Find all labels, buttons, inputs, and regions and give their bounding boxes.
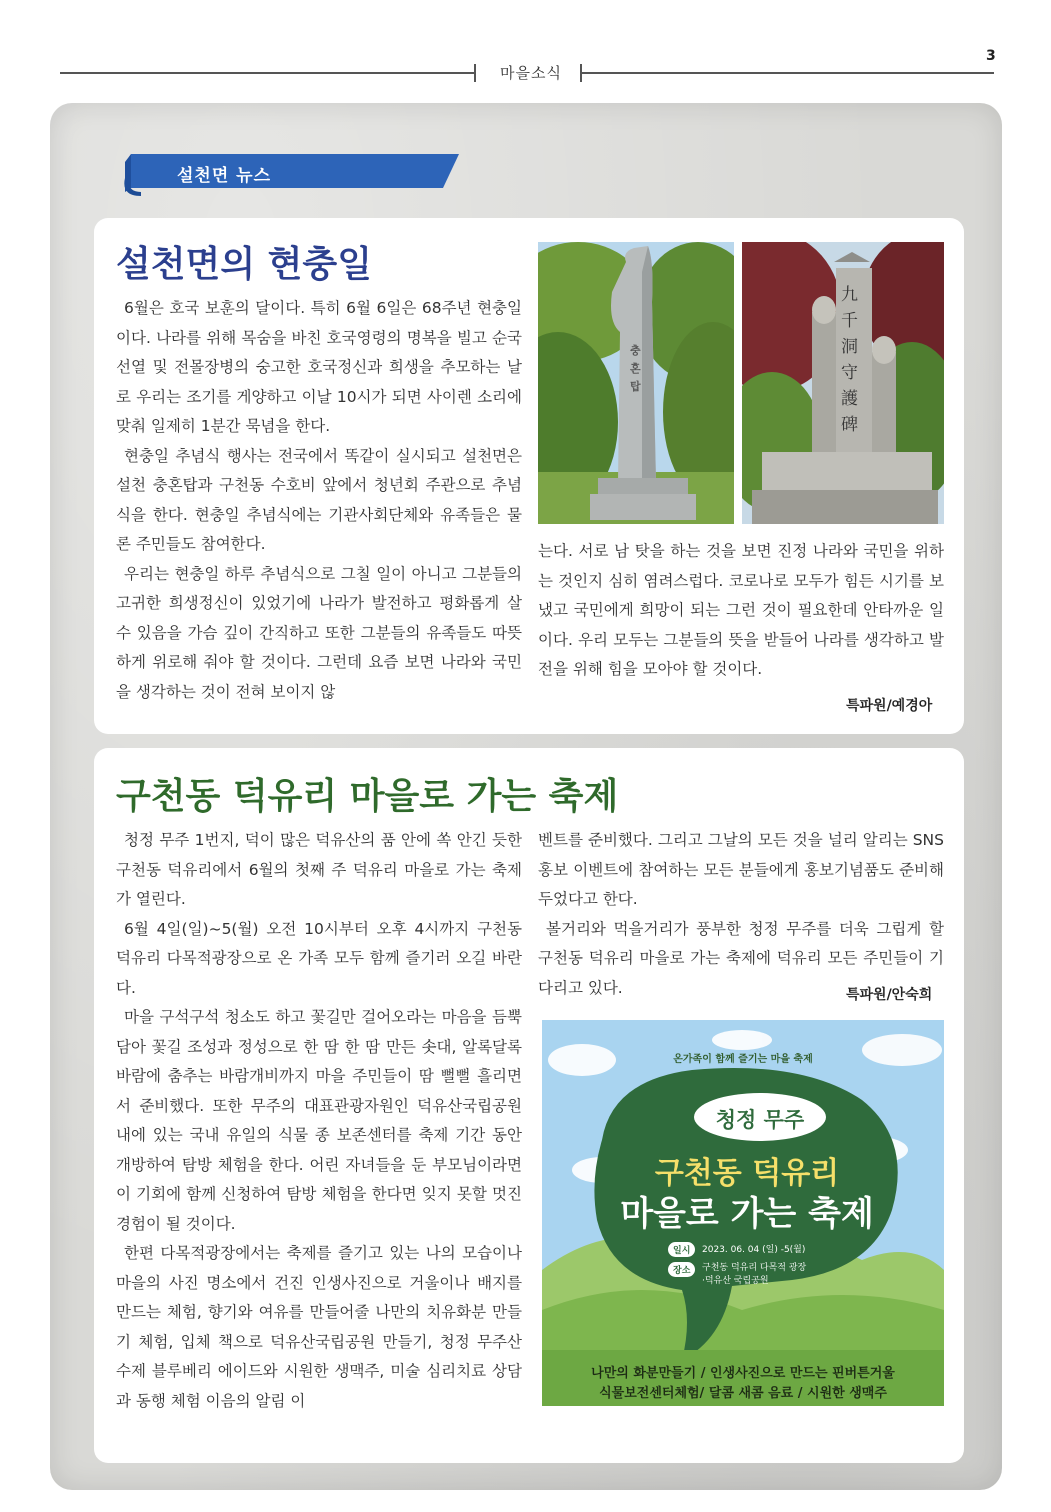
article2-paragraph-1: 청정 무주 1번지, 덕이 많은 덕유산의 품 안에 쏙 안긴 듯한 구천동 덕유리에서 6월의 첫째 주 덕유리 마을로 가는 축제가 열린다. [116, 831, 522, 908]
poster-date-label: 일시 [668, 1242, 695, 1257]
header-rule-right [582, 72, 994, 74]
guard-monument-photo [742, 242, 944, 524]
page-number: 3 [986, 48, 996, 64]
section-badge [121, 152, 459, 196]
poster-date-value: 2023. 06. 04 (일) -5(월) [702, 1245, 806, 1255]
article1-paragraph-2: 현충일 추념식 행사는 전국에서 똑같이 실시되고 설천면은 설천 충혼탑과 구천동 수호비 앞에서 청년회 주관으로 추념식을 한다. 현충일 추념식에는 기관사회단체와 유족들은 물론 주민들도 참여한다. [116, 446, 522, 553]
article1-paragraph-1: 6월은 호국 보훈의 달이다. 특히 6월 6일은 68주년 현충일이다. 나라를 위해 목숨을 바친 호국영령의 명복을 빌고 순국선열 및 전몰장병의 숭고한 호국정신과 희생을 추모하는 날로 우리는 조기를 게양하고 이날 10시가 되면 사이렌 소리에 맞춰 일제히 1분간 묵념을 한다. [116, 299, 522, 435]
poster-place-label: 장소 [668, 1262, 695, 1277]
article1-right-column [538, 537, 944, 685]
article1-byline: 특파원/예경아 [846, 698, 933, 714]
poster-tagline: 온가족이 함께 즐기는 마을 축제 [673, 1054, 813, 1065]
section-header-title: 마을소식 [500, 64, 562, 82]
article2-paragraph-2: 6월 4일(일)~5(월) 오전 10시부터 오후 4시까지 구천동 덕유리 다목적광장으로 온 가족 모두 함께 즐기러 오길 바란다. [116, 919, 522, 997]
article1-title: 설천면의 현충일 [116, 244, 372, 285]
poster-activities-line2: 식물보전센터체험/ 달콤 새콤 음료 / 시원한 생맥주 [599, 1386, 887, 1401]
badge-label: 설천면 뉴스 [177, 166, 272, 186]
poster-title-line2: 마을로 가는 축제 [620, 1194, 874, 1234]
guard-monument-inscription: 九千洞守護碑 [841, 285, 858, 435]
article2-paragraph-5: 벤트를 준비했다. 그리고 그날의 모든 것을 널리 알리는 SNS 홍보 이벤트에 참여하는 모든 분들에게 홍보기념품도 준비해 두었다고 한다. [538, 831, 944, 908]
article2-left-column [116, 826, 522, 1416]
header-rule-left [60, 72, 475, 74]
article1-paragraph-3: 우리는 현충일 하루 추념식으로 그칠 일이 아니고 그분들의 고귀한 희생정신이 있었기에 나라가 발전하고 평화롭게 살 수 있음을 가슴 깊이 간직하고 또한 그분들의 유족들도 따뜻하게 위로해 줘야 할 것이다. 그런데 요즘 보면 나라와 국민을 생각하는 것이 전혀 보이지 않 [116, 564, 522, 701]
article2-title: 구천동 덕유리 마을로 가는 축제 [116, 776, 619, 817]
article2-paragraph-6: 볼거리와 먹을거리가 풍부한 청정 무주를 더욱 그립게 할 구천동 덕유리 마을로 가는 축제에 덕유리 모든 주민들이 기다리고 있다. [538, 919, 944, 997]
article2-byline: 특파원/안숙희 [846, 987, 933, 1003]
poster-place-value-2: ·덕유산 국립공원 [702, 1276, 769, 1286]
memorial-tower-inscription: 충혼탑 [630, 344, 641, 393]
article2-paragraph-4: 한편 다목적광장에서는 축제를 즐기고 있는 나의 모습이나 마을의 사진 명소에서 건진 인생사진으로 거울이나 배지를 만드는 체험, 향기와 여유를 만들어줄 나만의 치유화분 만들기 체험, 입체 책으로 덕유산국립공원 만들기, 청정 무주산 수제 블루베리 에이드와 시원한 생맥주, 미술 심리치료 상담과 동행 체험 이음의 알림 이 [116, 1244, 522, 1410]
poster-activities-line1: 나만의 화분만들기 / 인생사진으로 만드는 핀버튼거울 [591, 1366, 895, 1381]
poster-place-value-1: 구천동 덕유리 다목적 광장 [702, 1263, 807, 1273]
memorial-tower-photo [538, 242, 734, 524]
article1-left-column [116, 294, 522, 707]
poster-brand: 청정 무주 [715, 1108, 805, 1132]
article2-paragraph-3: 마을 구석구석 청소도 하고 꽃길만 걸어오라는 마음을 듬뿍 담아 꽃길 조성과 정성으로 한 땀 한 땀 만든 솟대, 알록달록 바람에 춤추는 바람개비까지 마을 주민들이 땀 뻘뻘 흘리면서 준비했다. 또한 무주의 대표관광자원인 덕유산국립공원 내에 있는 국내 유일의 식물 종 보존센터를 축제 기간 동안 개방하여 탐방 체험을 한다. 어린 자녀들을 둔 부모님이라면 이 기회에 함께 신청하여 탐방 체험을 한다면 잊지 못할 멋진 경험이 될 것이다. [116, 1008, 522, 1233]
poster-title-line1: 구천동 덕유리 [654, 1156, 840, 1191]
header-tick-left [474, 64, 476, 82]
festival-poster [542, 1020, 944, 1406]
article2-right-column [538, 826, 944, 1003]
article1-paragraph-4: 는다. 서로 남 탓을 하는 것을 보면 진정 나라와 국민을 위하는 것인지 심히 염려스럽다. 코로나로 모두가 힘든 시기를 보냈고 국민에게 희망이 되는 그런 것이 필요한데 안타까운 일이다. 우리 모두는 그분들의 뜻을 받들어 나라를 생각하고 발전을 위해 힘을 모아야 할 것이다. [538, 542, 944, 678]
